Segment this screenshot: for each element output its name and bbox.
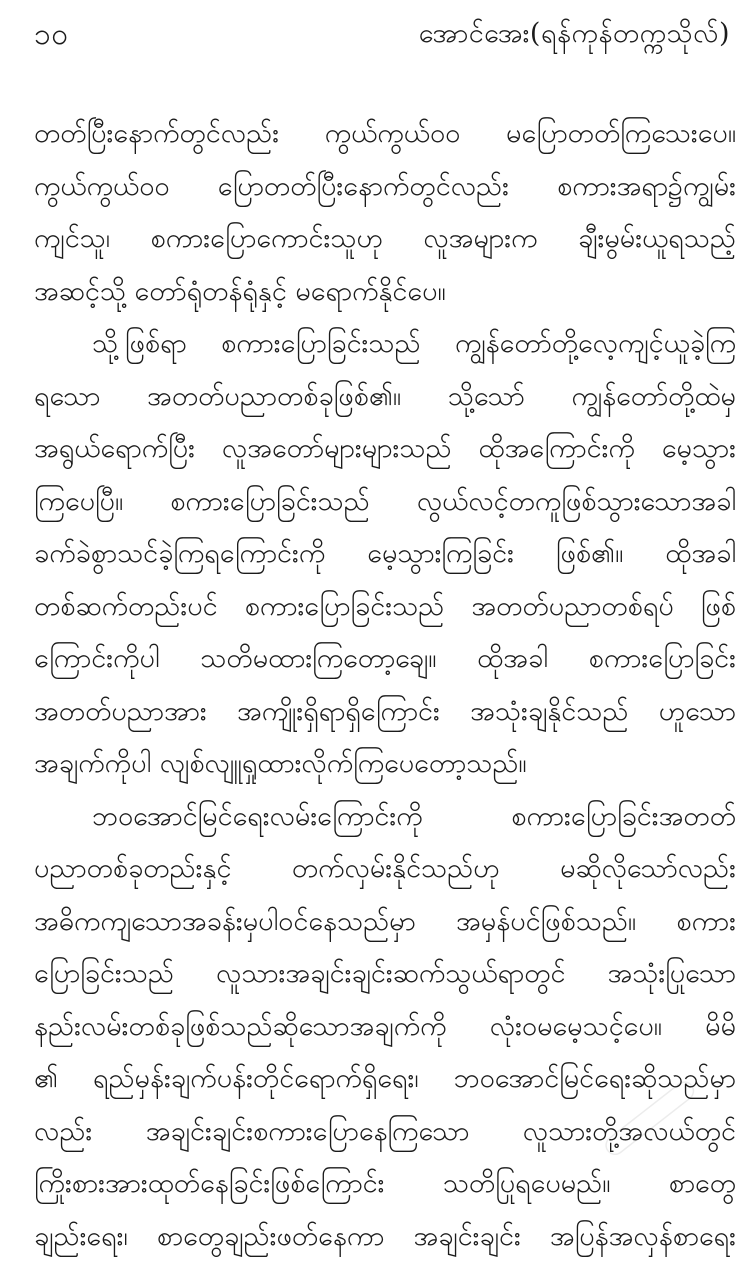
- text-line: ကြိုးစားအားထုတ်နေခြင်းဖြစ်ကြောင်း သတိပြုရပေမည်။ စာတွေ: [34, 1158, 736, 1211]
- text-line: အချက်ကိုပါ လျစ်လျူရှုထားလိုက်ကြပေတော့သည်။: [34, 738, 736, 791]
- text-line: အဆင့်သို့ တော်ရုံတန်ရုံနှင့် မရောက်နိုင်ပေ။: [34, 266, 736, 319]
- text-line: ပြောခြင်းသည် လူသားအချင်းချင်းဆက်သွယ်ရာတွင် အသုံးပြုသော: [34, 948, 736, 1001]
- paragraph-first-line: သို့ဖြစ်ရာ စကားပြောခြင်းသည် ကျွန်တော်တို့လေ့ကျင့်ယူခဲ့ကြ: [34, 318, 736, 371]
- text-line: နည်းလမ်းတစ်ခုဖြစ်သည်ဆိုသောအချက်ကို လုံးဝမမေ့သင့်ပေ။ မိမိ: [34, 1001, 736, 1054]
- text-line: ချည်းရေး၊ စာတွေချည်းဖတ်နေကာ အချင်းချင်း အပြန်အလှန်စာရေး: [34, 1211, 736, 1263]
- paragraph-first-line: ဘဝအောင်မြင်ရေးလမ်းကြောင်းကို စကားပြောခြင်းအတတ်: [34, 791, 736, 844]
- text-line: ကြပေပြီ။ စကားပြောခြင်းသည် လွယ်လင့်တကူဖြစ်သွားသောအခါ: [34, 476, 736, 529]
- text-line: ၏ ရည်မှန်းချက်ပန်းတိုင်ရောက်ရှိရေး၊ ဘဝအောင်မြင်ရေးဆိုသည်မှာ: [34, 1053, 736, 1106]
- text-line: ခက်ခဲစွာသင်ခဲ့ကြရကြောင်းကို မေ့သွားကြခြင်း ဖြစ်၏။ ထိုအခါ: [34, 528, 736, 581]
- text-line: ကျင်သူ၊ စကားပြောကောင်းသူဟု လူအများက ချီးမွမ်းယူရသည့်: [34, 213, 736, 266]
- text-line: ကြောင်းကိုပါ သတိမထားကြတော့ချေ။ ထိုအခါ စကားပြောခြင်း: [34, 633, 736, 686]
- running-title: အောင်အေး(ရန်ကုန်တက္ကသိုလ်): [419, 16, 730, 56]
- text-line: ရသော အတတ်ပညာတစ်ခုဖြစ်၏။ သို့သော် ကျွန်တော်တို့ထဲမှ: [34, 371, 736, 424]
- text-line: အတတ်ပညာအား အကျိုးရှိရာရှိကြောင်း အသုံးချနိုင်သည် ဟူသော: [34, 686, 736, 739]
- text-line: လည်း အချင်းချင်းစကားပြောနေကြသော လူသားတို့အလယ်တွင်: [34, 1106, 736, 1159]
- text-line: တတ်ပြီးနောက်တွင်လည်း ကွယ်ကွယ်ဝဝ မပြောတတ်ကြသေးပေ။: [34, 108, 736, 161]
- page-number: ၁၀: [34, 14, 69, 59]
- text-line: ကွယ်ကွယ်ဝဝ ပြောတတ်ပြီးနောက်တွင်လည်း စကားအရာ၌ကျွမ်း: [34, 161, 736, 214]
- running-header: [34, 14, 730, 58]
- text-line: တစ်ဆက်တည်းပင် စကားပြောခြင်းသည် အတတ်ပညာတစ်ရပ် ဖြစ်: [34, 581, 736, 634]
- text-line: ပညာတစ်ခုတည်းနှင့် တက်လှမ်းနိုင်သည်ဟု မဆိုလိုသော်လည်း: [34, 843, 736, 896]
- text-line: အဓိကကျသောအခန်းမှပါဝင်နေသည်မှာ အမှန်ပင်ဖြစ်သည်။ စကား: [34, 896, 736, 949]
- text-line: အရွယ်ရောက်ပြီး လူအတော်များများသည် ထိုအကြောင်းကို မေ့သွား: [34, 423, 736, 476]
- body-text: [34, 108, 736, 1263]
